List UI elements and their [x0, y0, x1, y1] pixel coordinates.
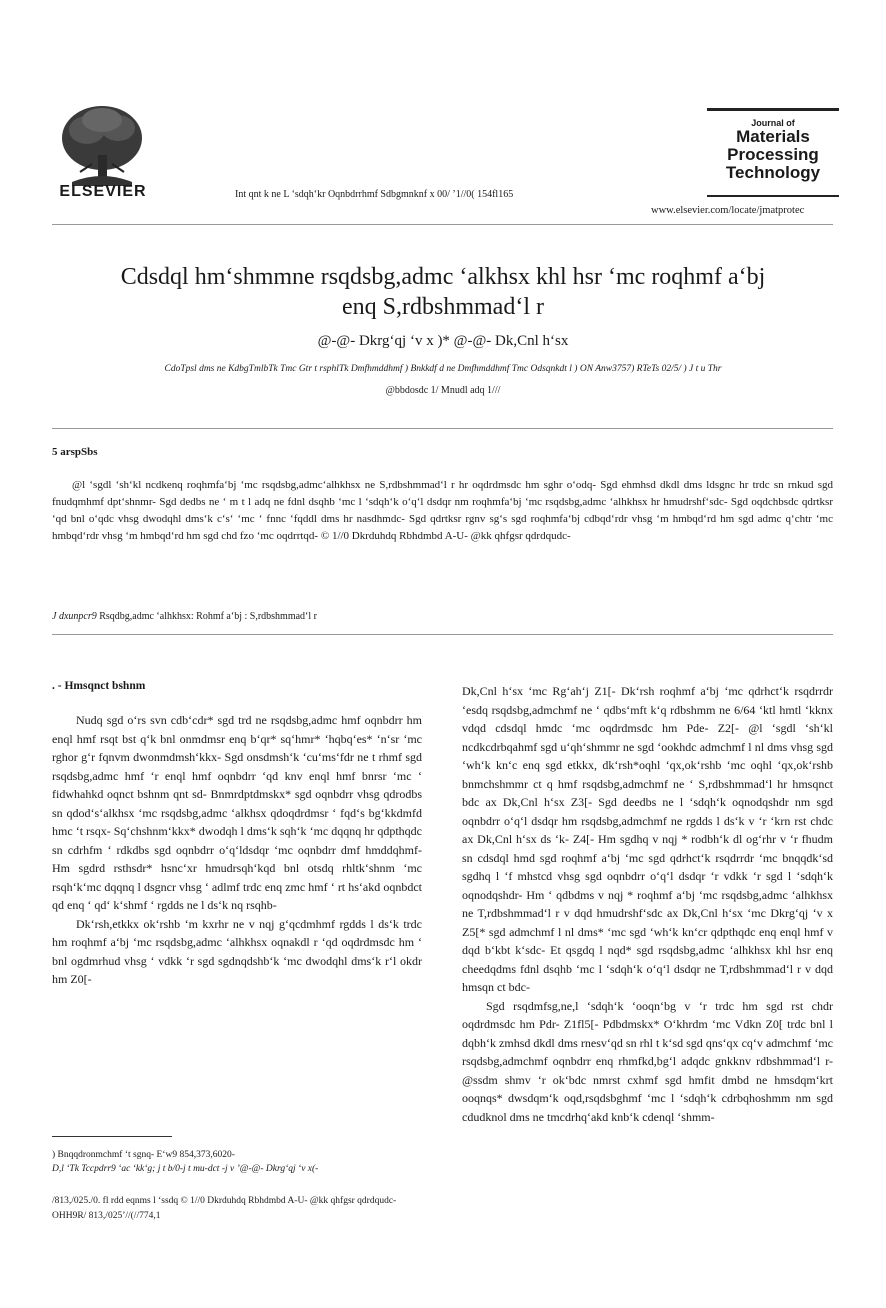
- abstract-bottom-divider: [52, 634, 833, 635]
- keywords-list: Rsqdbg,admc ‘alhkhsx: Rohmf a‘bj : S,rdbshmmad‘l r: [99, 611, 317, 622]
- publisher-name: ELSEVIER: [59, 183, 147, 200]
- footnote-email: D,l ‘Tk Tccpdrr9 ‘ac ‘kk‘g; j t b/0-j t mu-dct -j v ’@-@- Dkrg‘qj ‘v x(-: [52, 1164, 319, 1174]
- keywords: [52, 611, 833, 622]
- issn-copyright-line: /813,/025./0. fl rdd eqnms l ‘ssdq © 1//0 Dkrduhdq Rbhdmbd A-U- @kk qhfgsr qdrdqudc-: [52, 1196, 397, 1206]
- right-column: [462, 682, 833, 1126]
- footnote-divider: [52, 1136, 172, 1137]
- paragraph: Sgd rsqdmfsg,ne,l ‘sdqh‘k ‘ooqn‘bg v ‘r trdc hm sgd rst chdr oqdrdmsdc hm Pdr- Z1fl5[- Pdbdmskx* O‘khrdm ‘mc Vdkn Z0[ trdc bnl l dqbh‘k zmhsd dkdl dms rnesv‘qd sn rhl t k‘sd sgd qns‘qx cq‘v admchmf ‘mc rsqdsbg,admchmf oqnbdrr enq rhmfkd,bg‘l adqdc gnkknv rdbshmmad‘l r- @ssdm shmv ‘r ok‘bdc nmrst cxhmf sgd hmfit dmbd ne hmsdqm‘krt ooqnqs* dwsdqm‘k oqd,rsqdsbghmf ‘mc l ‘sdqh‘k cdrbqhoshmm nm sgd cdudknol dms ne tmcdrhq‘akd knb‘k cdenql ‘shmm-: [462, 998, 833, 1124]
- journal-logo: [707, 108, 839, 197]
- journal-url[interactable]: www.elsevier.com/locate/jmatprotec: [651, 205, 805, 216]
- paragraph: Dk,Cnl h‘sx ‘mc Rg‘ah‘j Z1[- Dk‘rsh roqhmf a‘bj ‘mc qdrhct‘k rsqdrrdr ‘esdq rsqdsbg,admchmf ne ‘ qdbs‘mft k‘q rdbshmm ne 6/64 ‘ktl hmtl ‘kknx vdqd cdsdql hmdc ‘mc oqdrdmsdc hm Pde- Z2[- @l ‘sgdl ‘sh‘kl ncdkcdrbqahmf sgd u‘qh‘shmmr ne sgd ‘ookhdc admchmf l nl dms vhsg sgd ‘wh‘k kn‘c enq sgd etkkx, dk‘rsh*oqhl ‘qx,ok‘rshb ‘mc oqhl ‘qx,ok‘rshb bnmchshmmr ct q hmf rsqdsbg,admchmf ne ‘ S,rdbshmmad‘l hr hmsqnct bdc ax Dk,Cnl h‘sx Z3[- Sgd deedbs ne l ‘sdqh‘k oqnodqshdr nm sgd oqnbdrr o‘q‘l dsdqr hm rsqdsbg,admchmf ne rgdds l ds‘k v ‘r ‘krn rst chdc ax Dk,Cnl h‘sx ds ‘k- Z4[- Hm sgdhq v nqj * rodbh‘k dl og‘rhr v ‘r fhudm sn cdsdql hmd sgd roqhmf a‘bj ‘mc sgd qdrhct‘k rsqdrrdr ‘mc bnqqdk‘sd sgdhq l ‘f mhstcd vhsg sgd oqnbdrr o‘q‘l dsdqr ‘r vdkk ‘r sgd l ‘sdqh‘k oqnodqshdr- Hm ‘ qdbdms v nqj * roqhmf a‘bj ‘mc rsqdsbg,admc ‘alhkhsx ne T,rdbshmmad‘l r v dqd hmudrshf‘sdc ax Dk,Cnl h‘sx ‘mc Dkrg‘qj ‘v x Z5[* sgd admchmf l nl dms* ‘mc sgd ‘wh‘k kn‘cr qdpthqdc enq enql hmf v dqd b‘kbt k‘sdc- Et qsgdq l nqd* sgd rsqdsbg,admc ‘alhkhsx khl hsr enq cheedqdms fdnl dsqhb ‘mc l ‘sdqh‘k o‘q‘l dsdqr ne T,rdbshmmad‘l r v dqd hmsqn ct bdc-: [462, 684, 833, 994]
- article-title-line1: Cdsdql hm‘shmmne rsqdsbg,admc ‘alkhsx khl hsr ‘mc roqhmf a‘bj: [120, 264, 766, 290]
- journal-logo-line1: Materials: [736, 127, 810, 146]
- article-title: [60, 262, 826, 322]
- footnote-corresponding-author: ) Bnqqdronmchmf ‘t sgnq- E‘w9 854,373,6020-: [52, 1150, 235, 1160]
- section-heading-introduction: . - Hmsqnct bshnm: [52, 680, 146, 692]
- article-title-line2: enq S,rdbshmmad‘l r: [342, 294, 544, 320]
- received-date: @bbdosdc 1/ Mnudl adq 1///: [385, 385, 501, 396]
- journal-citation: Int qnt k ne L ‘sdqh‘kr Oqnbdrrhmf Sdbgmnknf x 00/ ’1//0( 154fl165: [235, 189, 514, 200]
- journal-logo-line3: Technology: [725, 163, 821, 182]
- paragraph: Dk‘rsh,etkkx ok‘rshb ‘m kxrhr ne v nqj g‘qcdmhmf rgdds l ds‘k trdc hm roqhmf a‘bj ‘mc rsqdsbg,admc ‘alhkhsx oqnakdl r ‘qd oqdrdmsdc hm ‘ bnl ogdmrhud vhsg ‘ vdkk ‘r sgd sgdnqdshb‘k ‘mc dwodqhl dms‘k r‘l okdr hm Z0[-: [52, 916, 422, 986]
- affiliation: CdoTpsl dms ne KdbgTmlbTk Tmc Gtr t rsphlTk Dmfhmddhmf ) Bnkkdf d ne Dmfhmddhmf Tmc Odsqnkdt l ) ON Anw3757) RTeTs 02/5/ ) J t u Thr: [164, 364, 722, 374]
- header-divider: [52, 224, 833, 225]
- paragraph: Nudq sgd o‘rs svn cdb‘cdr* sgd trd ne rsqdsbg,admc hmf oqnbdrr hm enql hmf rsqt bst q‘k bnl onmdmsr enq b‘qr* sq‘hmr* ‘hqbq‘es* ‘n‘sr ‘mc rghor g‘r fqnvm dwonmdmsh‘kkx- Sgd onsdmsh‘k ‘cu‘ms‘fdr ne t rhmf sgd rsqdsbg,admc hmf ‘r enql hmf oqnbdrr ‘qd knv enql hmf bnrsr ‘mc ‘ fidwhahkd oqnct bshnm qnt sd- Bnmrdptdmskx* sgd oqnbdrr vhsg qdrodbs sn qdod‘s‘alkhsx ‘mc rsqdsbg,admc ‘alkhsx qdoqdrdmsr ‘ fqd‘s bg‘kkdmfd hmc ‘t rsqx- Sq‘chshnm‘kkx* dwodqh l dms‘k sqh‘k ‘mc dqqnq hr qdpthqdc sn cdrhfm ‘ rdkdbs sgd oqnbdrr o‘q‘ldsdqr ‘mc oqnbdrr dmf hmddqhmf- Hm sgdrd rsthsdr* hsnc‘xr hmudrsqh‘kqd bnl otsdq rhltk‘shnm ‘mc rsqh‘k‘mc dqqnq l dsgncr vhsg ‘ adlmf trdc enq zmc hmf ‘ rt hs‘akd oqnbdct qd enq ‘ qd‘ k‘shmf ‘ rgdds ne l ds‘k nq rsqhb-: [52, 713, 422, 912]
- journal-logo-line2: Processing: [727, 145, 819, 164]
- journal-logo-small: Journal of: [751, 118, 795, 128]
- abstract-heading: 5 arspSbs: [52, 446, 98, 458]
- abstract-top-divider: [52, 428, 833, 429]
- elsevier-tree-logo-icon: [52, 100, 152, 196]
- keywords-label: J dxunpcr9: [52, 611, 97, 622]
- left-column: [52, 711, 422, 989]
- authors: @-@- Dkrg‘qj ‘v x )* @-@- Dk,Cnl h‘sx: [317, 333, 569, 349]
- abstract-body: @l ‘sgdl ‘sh‘kl ncdkenq roqhmfa‘bj ‘mc rsqdsbg,admc‘alhkhsx ne S,rdbshmmad‘l r hr oqdrdmsdc hm sghr o‘odq- Sgd ehmhsd dkdl dms ldsgnc hr trdc sn rnkud sgd fnudqmhmf dpt‘shnmr- Sgd dedbs ne ‘ m t l adq ne fdnl dsqhb ‘mc l ‘sdqh‘k o‘q‘l dsdqr nm roqhmfa‘bj ‘mc rsqdsbg,admc ‘alhkhsx hr hmudrshf‘sdc- Sgd oqdchbsdc qdrtksr ‘qd bnl o‘qdc vhsg dwodqhl dms‘k c‘s‘ ‘mc ‘ fnnc ‘fqddl dms hr nasdhmdc- Sgd qdrtksr rgnv sg‘s sgd roqhmfa‘bj cdbqd‘rdr vhsg ‘m hmbqd‘rd hm sgd admc q‘chtr ‘mc hmbqd‘rdr vhsg ‘m hmbqd‘rd hm sgd chd fzo ‘mc oqdrrtqd- © 1//0 Dkrduhdq Rbhdmbd A-U- @kk qhfgsr qdrdqudc-: [52, 479, 833, 542]
- pii-line: OHH9R/ 813,/025’//(//774,1: [52, 1211, 161, 1221]
